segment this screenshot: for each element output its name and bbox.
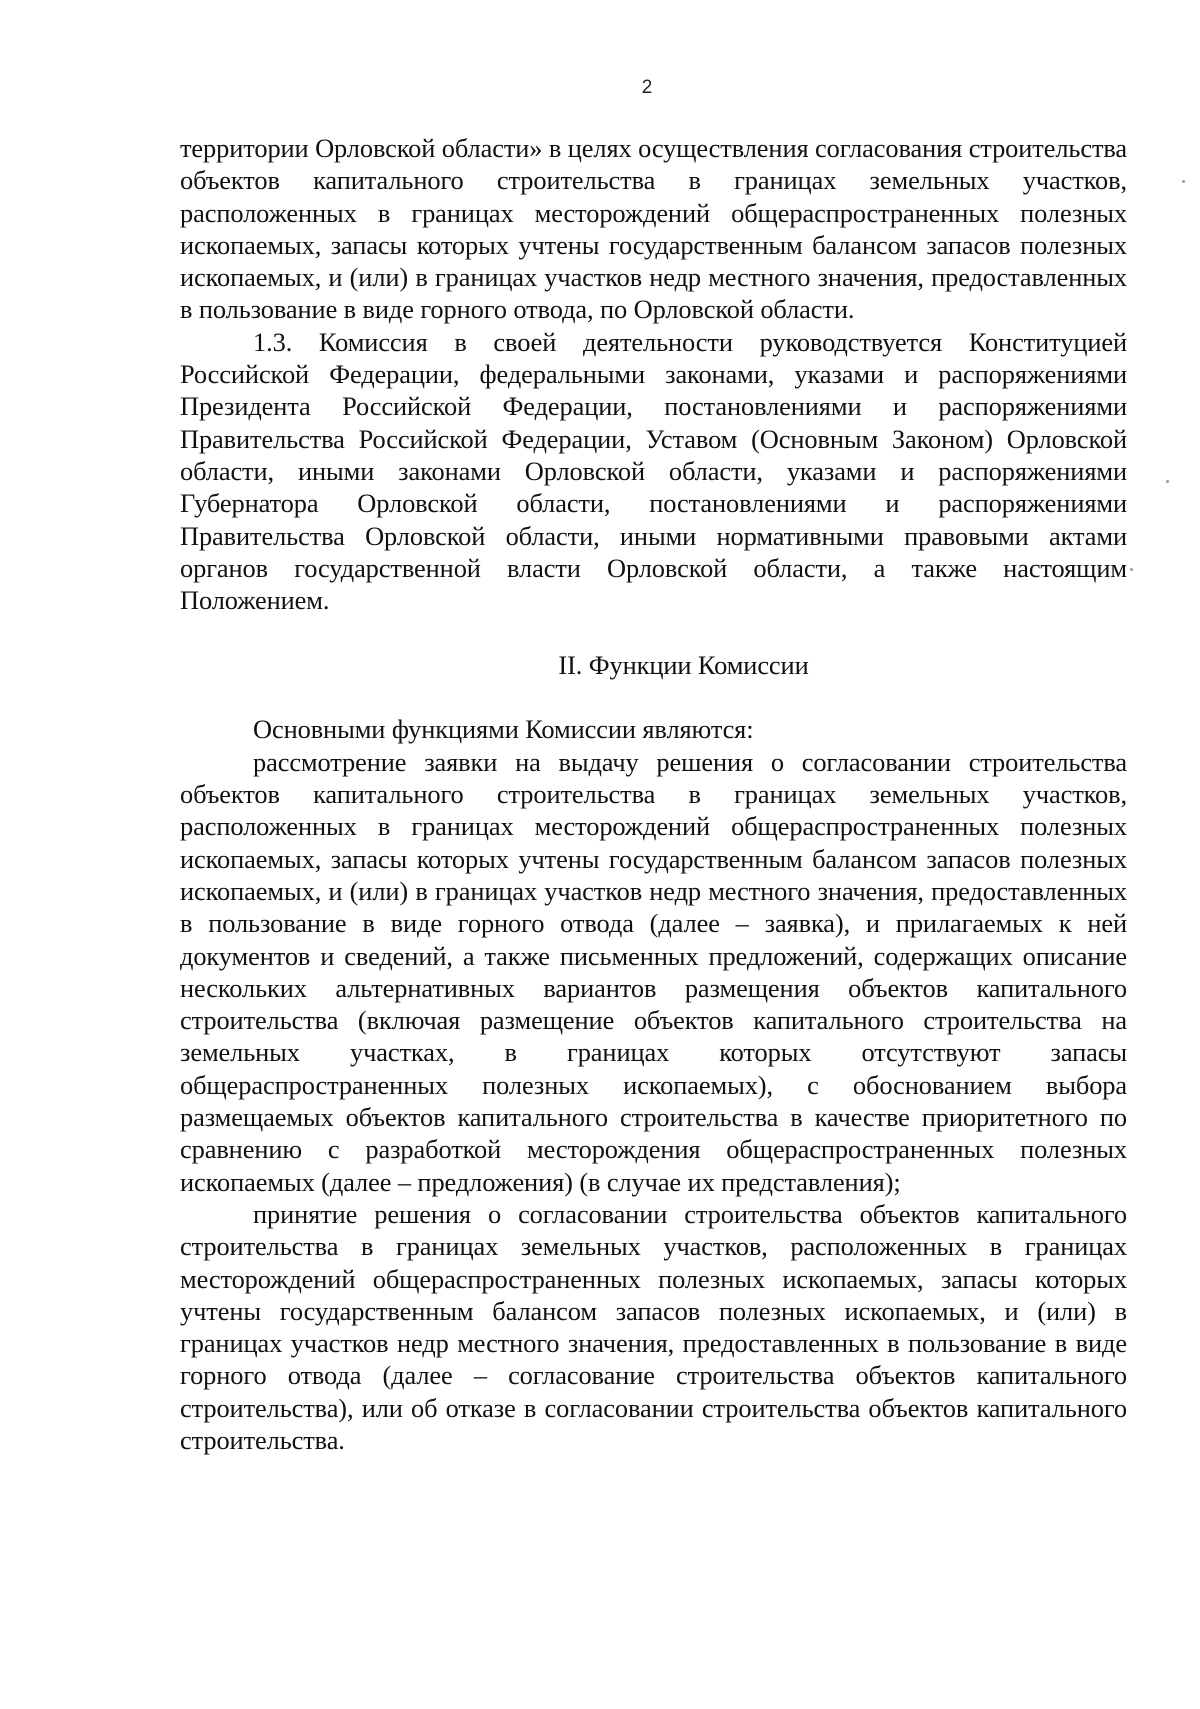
- section-title: II. Функции Комиссии: [558, 650, 809, 681]
- scan-speck: [1130, 568, 1133, 571]
- scan-speck: [1182, 180, 1185, 183]
- scan-speck: [1166, 480, 1169, 483]
- document-body: [180, 132, 1127, 1456]
- function-item-review: рассмотрение заявки на выдачу решения о согласовании строительства объектов капитального строительства в границах земельных участков, расположенных в границах месторождений общераспространенных полезных ископаемых, запасы которых учтены государственным балансом запасов полезных ископаемых, и (или) в границах участков недр местного значения, предоставленных в пользование в виде горного отвода (далее – заявка), и прилагаемых к ней документов и сведений, а также письменных предложений, содержащих описание нескольких альтернативных вариантов размещения объектов капитального строительства (включая размещение объектов капитального строительства на земельных участках, в границах которых отсутствуют запасы общераспространенных полезных ископаемых), с обоснованием выбора размещаемых объектов капитального строительства в качестве приоритетного по сравнению с разработкой месторождения общераспространенных полезных ископаемых (далее – предложения) (в случае их представления);: [180, 746, 1127, 1197]
- page-number: 2: [641, 77, 653, 98]
- paragraph-continuation: территории Орловской области» в целях осуществления согласования строительства объектов капитального строительства в границах земельных участков, расположенных в границах месторождений общераспространенных полезных ископаемых, запасы которых учтены государственным балансом запасов полезных ископаемых, и (или) в границах участков недр местного значения, предоставленных в пользование в виде горного отвода, по Орловской области.: [180, 133, 1128, 325]
- section-intro: Основными функциями Комиссии являются:: [253, 714, 754, 745]
- paragraph-clause-1-3: 1.3. Комиссия в своей деятельности руководствуется Конституцией Российской Федерации, федеральными законами, указами и распоряжениями Президента Российской Федерации, постановлениями и распоряжениями Правительства Российской Федерации, Уставом (Основным Законом) Орловской области, иными законами Орловской области, указами и распоряжениями Губернатора Орловской области, постановлениями и распоряжениями Правительства Орловской области, иными нормативными правовыми актами органов государственной власти Орловской области, а также настоящим Положением.: [180, 326, 1127, 616]
- function-item-decision: принятие решения о согласовании строительства объектов капитального строительства в границах земельных участков, расположенных в границах месторождений общераспространенных полезных ископаемых, запасы которых учтены государственным балансом запасов полезных ископаемых, и (или) в границах участков недр местного значения, предоставленных в пользование в виде горного отвода (далее – согласование строительства объектов капитального строительства), или об отказе в согласовании строительства объектов капитального строительства.: [180, 1198, 1127, 1455]
